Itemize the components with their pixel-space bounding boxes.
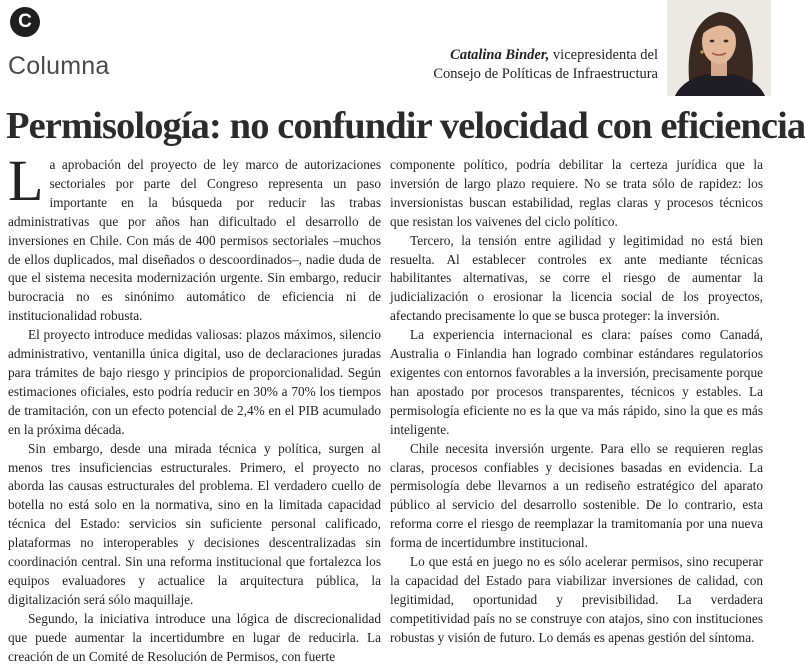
- byline: [338, 46, 658, 84]
- article-body: [8, 148, 763, 664]
- author-photo: [667, 0, 771, 96]
- paragraph-3: Sin embargo, desde una mirada técnica y política, surgen al menos tres insuficiencias estructurales. Primero, el proyecto no aborda las causas estructurales del problema. El verdadero cuello de botella no está solo en la normativa, sino en la limitada capacidad técnica del Estado: servicios sin suficiente personal calificado, plataformas no interoperables y decisiones descentralizadas sin coordinación central. Sin una reforma institucional que fortalezca los equipos evaluadores y actualice la arquitectura pública, la digitalización será sólo maquillaje.: [8, 440, 381, 607]
- column-left: [8, 148, 381, 664]
- author-name: Catalina Binder,: [450, 47, 550, 63]
- article-title: Permisología: no confundir velocidad con eficiencia: [6, 105, 805, 147]
- paragraph-4-continued: componente político, podría debilitar la certeza jurídica que la inversión de largo plazo requiere. No se trata sólo de rapidez: los inversionistas buscan estabilidad, reglas claras y procesos técnicos que resistan los vaivenes del ciclo político.: [390, 157, 763, 229]
- paragraph-5: Tercero, la tensión entre agilidad y legitimidad no está bien resuelta. Al establecer controles ex ante mediante técnicas habilitantes alternativas, se corre el riesgo de aumentar la judicialización o erosionar la licencia social de los proyectos, afectando precisamente lo que se busca proteger: la inversión.: [390, 232, 763, 324]
- article-header: [0, 0, 771, 100]
- drop-cap: L: [8, 148, 44, 213]
- author-role-2: Consejo de Políticas de Infraestructura: [433, 66, 658, 82]
- column-badge: C: [10, 7, 40, 37]
- paragraph-6: La experiencia internacional es clara: países como Canadá, Australia o Finlandia han logrado combinar estándares regulatorios exigentes con entornos favorables a la inversión, precisamente porque han apostado por procesos transparentes, técnicos y estables. La permisología eficiente no es la que va más rápido, sino la que es más inteligente.: [390, 327, 763, 437]
- author-role-1: vicepresidenta del: [552, 47, 658, 63]
- paragraph-1: La aprobación del proyecto de ley marco de autorizaciones sectoriales por parte del Congreso representa un paso importante en la búsqueda por reducir las trabas administrativas que por años han dificultado el desarrollo de inversiones en Chile. Con más de 400 permisos sectoriales –muchos de ellos duplicados, mal diseñados o descoordinados–, nadie duda de que el sistema necesita modernización urgente. Sin embargo, reducir burocracia no es sinónimo automático de eficiencia ni de institucionalidad robusta.: [8, 148, 381, 324]
- column-right: [390, 156, 763, 645]
- section-label: Columna: [8, 52, 110, 80]
- paragraph-7: Chile necesita inversión urgente. Para ello se requieren reglas claras, procesos confiables y decisiones basadas en evidencia. La permisología debe llevarnos a un rediseño estratégico del aparato público al servicio del desarrollo sostenible. De lo contrario, esta reforma corre el riesgo de reemplazar la tramitomanía por una nueva forma de incertidumbre institucional.: [390, 440, 763, 551]
- paragraph-8: Lo que está en juego no es sólo acelerar permisos, sino recuperar la capacidad del Estado para viabilizar inversiones de calidad, con legitimidad, oportunidad y previsibilidad. La verdadera competitividad país no se construye con atajos, sino con instituciones robustas y visión de futuro. Lo demás es apenas gestión del síntoma.: [390, 554, 763, 645]
- paragraph-4: Segundo, la iniciativa introduce una lógica de discrecionalidad que puede aumentar la incertidumbre en lugar de reducirla. La creación de un Comité de Resolución de Permisos, con fuerte: [8, 610, 381, 664]
- paragraph-2: El proyecto introduce medidas valiosas: plazos máximos, silencio administrativo, ventanilla única digital, uso de declaraciones juradas para trámites de bajo riesgo y principios de proporcionalidad. Según estimaciones oficiales, esto podría reducir en 30% a 70% los tiempos de tramitación, con un efecto potencial de 2,4% en el PIB acumulado en la próxima década.: [8, 327, 381, 437]
